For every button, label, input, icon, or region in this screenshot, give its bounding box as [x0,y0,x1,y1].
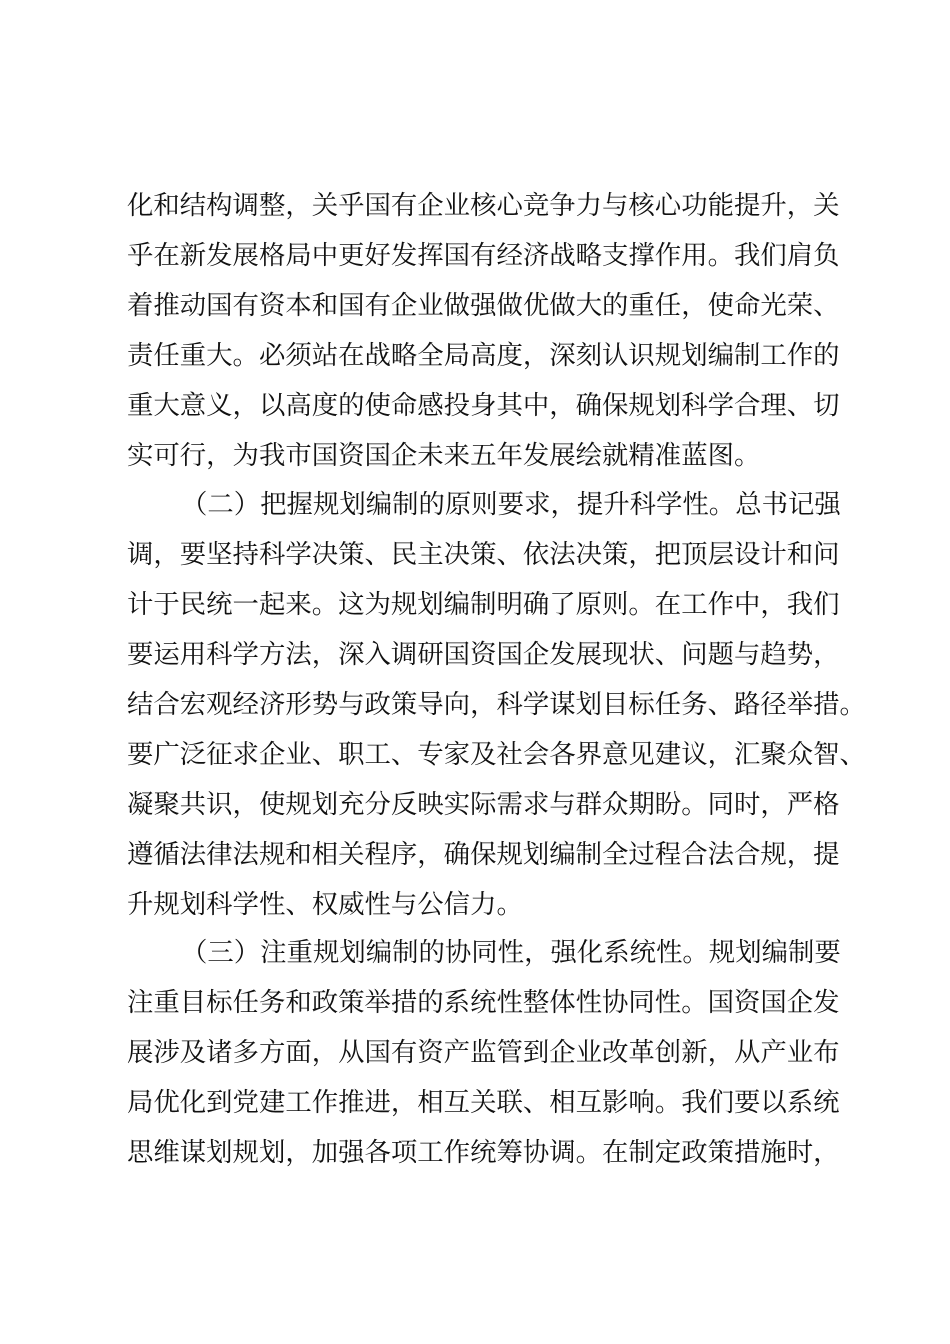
text-line: 思维谋划规划，加强各项工作统筹协调。在制定政策措施时， [127,1137,840,1168]
text-line: 要广泛征求企业、职工、专家及社会各界意见建议，汇聚众智、 [127,739,866,770]
text-line: 重大意义，以高度的使命感投身其中，确保规划科学合理、切 [127,390,840,421]
text-line: 升规划科学性、权威性与公信力。 [127,889,523,920]
text-line: 遵循法律法规和相关程序，确保规划编制全过程合法合规，提 [127,839,840,870]
text-line: 责任重大。必须站在战略全局高度，深刻认识规划编制工作的 [127,340,840,371]
text-line: 注重目标任务和政策举措的系统性整体性协同性。国资国企发 [127,987,840,1018]
text-line: 局优化到党建工作推进，相互关联、相互影响。我们要以系统 [127,1087,840,1118]
text-line: 着推动国有资本和国有企业做强做优做大的重任，使命光荣、 [127,290,840,321]
text-line: 化和结构调整，关乎国有企业核心竞争力与核心功能提升，关 [127,190,840,221]
text-line: 结合宏观经济形势与政策导向，科学谋划目标任务、路径举措。 [127,689,866,720]
text-line: 调，要坚持科学决策、民主决策、依法决策，把顶层设计和问 [127,539,840,570]
text-line: 凝聚共识，使规划充分反映实际需求与群众期盼。同时，严格 [127,789,840,820]
paragraph-heading-line: （二）把握规划编制的原则要求，提升科学性。总书记强 [181,489,841,520]
text-line: 要运用科学方法，深入调研国资国企发展现状、问题与趋势， [127,639,840,670]
text-line: 展涉及诸多方面，从国有资产监管到企业改革创新，从产业布 [127,1037,840,1068]
paragraph-heading-line: （三）注重规划编制的协同性，强化系统性。规划编制要 [181,937,841,968]
text-line: 乎在新发展格局中更好发挥国有经济战略支撑作用。我们肩负 [127,240,840,271]
text-line: 计于民统一起来。这为规划编制明确了原则。在工作中，我们 [127,589,840,620]
text-line: 实可行，为我市国资国企未来五年发展绘就精准蓝图。 [127,440,761,471]
